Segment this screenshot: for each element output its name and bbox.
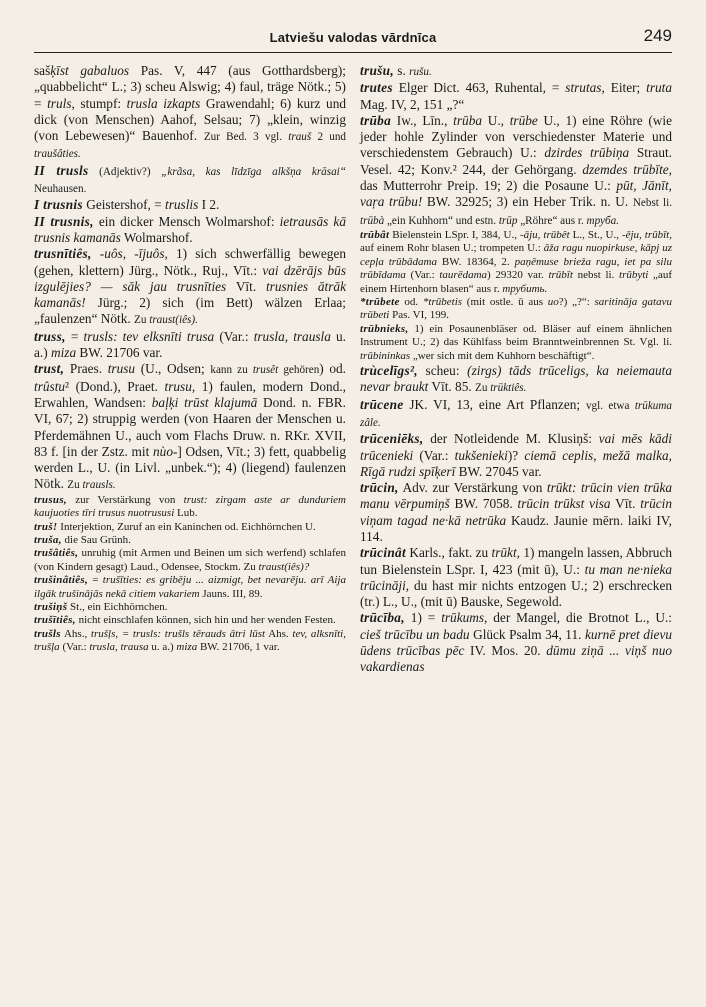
left-column bbox=[34, 63, 346, 676]
entry-text: ] Odsen, Vīt.; 3) fett, quabbelig werden L., U. (in Livl. „unbek.“); 4) (liegend) faulenzen Nötk. bbox=[34, 443, 346, 492]
entry-example: taurēdama bbox=[439, 269, 488, 282]
entry-example: trusla, trausla bbox=[253, 328, 331, 344]
entry-text: (U., Odsen; bbox=[135, 361, 211, 377]
entry-text: U., bbox=[482, 112, 510, 128]
entry-reference: trusêt bbox=[252, 364, 279, 377]
entry-example: trūkt, bbox=[491, 545, 520, 561]
entry-example: dzirdes trūbiņa bbox=[544, 145, 630, 161]
entry-example: trusla izkapts bbox=[126, 95, 201, 111]
entry-text: Geistershof, = bbox=[82, 197, 165, 213]
entry-example: trūkt: trūcin vien trūka manu vērpumiņš bbox=[360, 480, 672, 512]
entry-example: saritināja gatavu trūbeti bbox=[360, 296, 672, 322]
dictionary-entry bbox=[34, 361, 346, 493]
dictionary-entry bbox=[34, 547, 346, 574]
entry-text: Iw., Līn., bbox=[391, 112, 454, 128]
entry-text: I 2. bbox=[198, 197, 220, 213]
entry-text: Bielenstein LSpr. I, 384, U., bbox=[389, 228, 520, 241]
entry-text: Grawendahl; 6) kurz und dick (von Menschen) Aahof, Selsau; 7) „klein, winzig (von Lebewesen)“ Bauenhof. bbox=[34, 95, 346, 144]
entry-reference: traust(iês). bbox=[149, 314, 198, 327]
entry-text: (Var.: bbox=[413, 447, 455, 463]
page-header bbox=[34, 26, 672, 48]
entry-headword: I trusnis bbox=[34, 197, 83, 213]
entry-text: saš bbox=[34, 63, 51, 78]
entry-example: (zirgs) tāds trūceligs, ka neiemauta nevar braukt bbox=[360, 363, 672, 395]
entry-text: u. a.) bbox=[34, 328, 346, 361]
entry-example: trūbininkas bbox=[360, 349, 411, 362]
entry-reference: trūkuma zâle. bbox=[360, 399, 672, 429]
entry-text: BW. 7058. bbox=[449, 496, 518, 512]
entry-example: trūkums, bbox=[441, 610, 488, 626]
dictionary-entry bbox=[360, 610, 672, 675]
entry-headword: trušâtiês, bbox=[34, 547, 79, 560]
entry-text: 1) ein Posaunenbläser od. Bläser auf einem ähnlichen Instrument U.; 2) das Kühlfass beim Branntweinbrennen St. Vgl. li. bbox=[360, 322, 672, 349]
dictionary-entry bbox=[34, 601, 346, 614]
entry-example: trusls: tev elksnīti trusa bbox=[83, 328, 215, 344]
dictionary-entry bbox=[34, 521, 346, 534]
entry-text: Pas. VI, 199. bbox=[389, 309, 450, 322]
entry-example: tev, alksnīti, trušļa bbox=[34, 627, 346, 654]
entry-text: „wer sich mit dem Kuhhorn beschäftigt“. bbox=[410, 349, 595, 362]
entry-headword: trūcība, bbox=[360, 610, 405, 626]
entry-text: 1) mangeln lassen, Abbruch tun Bielenstein LSpr. I, 423 (mit ū), U.: bbox=[360, 545, 672, 577]
entry-text: JK. VI, 13, eine Art Pflanzen; bbox=[403, 396, 586, 412]
dictionary-entry bbox=[360, 545, 672, 610]
entry-note: 2 und bbox=[311, 131, 347, 144]
entry-text: scheu: bbox=[417, 363, 468, 379]
entry-text: U., 1) eine Röhre (wie jeder hohle Zylinder von verschiedenster Materie und verschiedenstem Gebrauch) U.: bbox=[360, 112, 672, 161]
entry-example: trūcin trūkst visa bbox=[517, 496, 611, 512]
entry-text: BW. 32925; 3) ein Heber Trik. n. U. bbox=[422, 194, 633, 210]
entry-text: (Var.: bbox=[405, 269, 440, 282]
entry-text: ) 29320 var. bbox=[487, 269, 549, 282]
entry-text: - bbox=[91, 246, 105, 262]
entry-headword: II trusls bbox=[34, 162, 89, 178]
entry-text: (Var.: bbox=[214, 328, 254, 344]
entry-text: 1) faulen, modern Dond., Erwahlen, Wandsen: bbox=[34, 378, 346, 410]
entry-reference: trūp bbox=[498, 214, 518, 227]
entry-example: kurnē pret dievu ūdens trūcības pēc bbox=[360, 626, 673, 659]
entry-headword: trūceniēks, bbox=[360, 431, 424, 447]
entry-note: Zu bbox=[67, 479, 83, 492]
entry-text: Ahs. bbox=[265, 627, 293, 640]
entry-text: Interjektion, Zuruf an ein Kaninchen od. Eichhörnchen U. bbox=[57, 520, 316, 533]
entry-text: Praes. bbox=[64, 361, 108, 377]
entry-text: zur Verstärkung von bbox=[66, 493, 184, 506]
entry-example: ciemā ceplis, mežā malka, Rīgā rudzi spīķerī bbox=[360, 447, 672, 479]
entry-text: Mag. IV, 2, 151 „?“ bbox=[360, 96, 465, 112]
entry-text: stumpf: bbox=[74, 95, 127, 111]
entry-text: ?) „?“: bbox=[558, 296, 595, 308]
running-title: Latviešu valodas vārdnīca bbox=[269, 30, 437, 45]
entry-example: vai mēs kādi trūcenieki bbox=[360, 431, 672, 463]
entry-example: dūmu ziņā ... viņš nuo vakardienas bbox=[360, 643, 672, 675]
entry-example: tukšenieki bbox=[454, 447, 508, 463]
dictionary-entry bbox=[34, 534, 346, 547]
entry-text: du hast mir nichts entzogen U.; 2) erschrecken (tr.) L., U., (mit ū) Bauske, Segewold. bbox=[360, 577, 672, 610]
dictionary-entry bbox=[360, 397, 672, 432]
entry-example: trusnies ātrāk kamanās! bbox=[34, 278, 346, 311]
entry-reference: „krãsa, kas līdzīga alkšņa krāsai“ bbox=[161, 165, 346, 178]
dictionary-entry bbox=[360, 113, 672, 229]
dictionary-entry bbox=[360, 363, 672, 397]
dictionary-entry bbox=[34, 329, 346, 362]
entry-example: nùo- bbox=[153, 443, 178, 459]
dictionary-entry bbox=[360, 431, 672, 480]
entry-text: Vīt. bbox=[226, 278, 266, 294]
entry-example: trust: zirgam aste ar dunduriem kaujuoties tīri trusus nuotrususi bbox=[34, 493, 347, 520]
entry-example: truls, bbox=[47, 95, 75, 111]
entry-example: trusu bbox=[107, 361, 136, 377]
entry-example: trusla, trausa bbox=[89, 641, 149, 654]
entry-example: ījuôs, bbox=[138, 246, 168, 262]
entry-text: Elger Dict. 463, Ruhental, = bbox=[392, 80, 566, 96]
entry-example: trušīties: es gribēju ... aizmigt, bet nevarēju. arī Aija ilgāk trušinājās nekā citiem vakariem bbox=[34, 574, 346, 600]
entry-example: traust(iês)? bbox=[258, 560, 310, 573]
entry-example: miza bbox=[50, 345, 77, 361]
entry-text: ) od. bbox=[319, 361, 346, 377]
entry-example: truslis bbox=[165, 197, 199, 213]
entry-text: St., ein Eichhörnchen. bbox=[67, 600, 168, 613]
header-rule bbox=[34, 52, 672, 53]
dictionary-entry bbox=[34, 63, 346, 163]
entry-note: vgl. etwa bbox=[585, 399, 635, 412]
entry-text: Adv. zur Verstärkung von bbox=[398, 480, 547, 496]
entry-text: Vīt. bbox=[610, 496, 641, 512]
entry-text: u. a.) bbox=[148, 641, 177, 654]
entry-example: trūba bbox=[453, 112, 482, 128]
entry-text: Straut. Vesel. 42; Konv.² 244, der Gehörgang. bbox=[360, 145, 672, 177]
entry-example: trûstu bbox=[34, 378, 66, 394]
entry-text: das Mutterrohr Preip. 19; 2) die Posaune U.: bbox=[360, 178, 617, 194]
dictionary-entry bbox=[360, 323, 672, 363]
entry-text: IV. Mos. 20. bbox=[464, 643, 547, 659]
entry-text: Jürg.; 2) sich (im Bett) wälzen Erlaa; „faulenzen“ Nötk. bbox=[34, 295, 346, 327]
entry-text: nebst li. bbox=[572, 269, 620, 282]
entry-headword: trušu, bbox=[360, 63, 394, 78]
entry-headword: trutes bbox=[360, 80, 393, 96]
entry-example: trušļs, = trusls: trušls tērauds ātri lūst bbox=[90, 627, 266, 640]
dictionary-entry bbox=[34, 246, 346, 328]
entry-headword: trusus, bbox=[34, 493, 67, 506]
entry-text: auf einem Rohr blasen U.; trompeten U.: bbox=[360, 242, 544, 255]
entry-headword: II trusnis, bbox=[34, 213, 94, 229]
entry-text: )? bbox=[507, 447, 525, 463]
entry-text: (mit ostle. ū aus bbox=[462, 296, 548, 308]
entry-example: āža ragu nuopirkuse, kāpj uz cepļa trūbādama bbox=[360, 242, 672, 268]
entry-example: трубить. bbox=[502, 282, 548, 295]
text-columns bbox=[34, 63, 672, 676]
entry-example: cieš trūcību un badu bbox=[360, 626, 470, 642]
entry-example: -ēju, trūbīt, bbox=[621, 228, 672, 241]
entry-note: (Adjektiv?) bbox=[88, 165, 162, 178]
entry-text: Glück Psalm 34, 11. bbox=[469, 626, 585, 642]
entry-text: der Mangel, die Brotnot L., U.: bbox=[487, 610, 672, 626]
entry-example: ķīst gabaluos bbox=[50, 63, 130, 78]
entry-example: baļķi trūst klajumā bbox=[151, 394, 258, 410]
dictionary-entry bbox=[360, 80, 672, 113]
entry-text: BW. 21706 var. bbox=[76, 345, 163, 361]
entry-headword: trušls bbox=[34, 627, 61, 640]
entry-note: „Röhre“ aus r. bbox=[517, 214, 587, 227]
entry-reference: trūktiês. bbox=[490, 382, 527, 395]
page-number: 249 bbox=[643, 26, 672, 45]
entry-example: trūcin viņam tagad ne·kā netrūka bbox=[360, 496, 672, 528]
entry-text: Wolmarshof. bbox=[120, 229, 193, 245]
dictionary-entry bbox=[360, 63, 672, 80]
entry-note: kann zu bbox=[210, 364, 253, 377]
entry-example: trūbyti bbox=[619, 269, 649, 282]
entry-note: „ein Kuhhorn“ und estn. bbox=[384, 214, 499, 227]
entry-example: -āju, trūbêt bbox=[519, 228, 570, 241]
dictionary-entry bbox=[34, 163, 346, 198]
entry-text: = bbox=[88, 574, 103, 587]
entry-text: ein dicker Mensch Wolmarshof: bbox=[93, 213, 280, 229]
entry-example: trūbīt bbox=[548, 269, 573, 282]
entry-text: unruhig (mit Armen und Beinen um sich werfend) schlafen (von Kindern gesagt) Laud., Odensee, Stockm. Zu bbox=[34, 547, 346, 573]
entry-headword: truš! bbox=[34, 520, 58, 533]
entry-headword: trūcene bbox=[360, 396, 404, 412]
entry-text: - bbox=[126, 246, 139, 262]
entry-text: der Notleidende M. Klusiņš: bbox=[423, 431, 599, 447]
entry-example: *trūbetis bbox=[422, 296, 463, 308]
dictionary-entry bbox=[34, 214, 346, 247]
entry-headword: *trūbete bbox=[360, 296, 400, 308]
entry-headword: trūbât bbox=[360, 228, 390, 241]
right-column bbox=[360, 63, 672, 676]
dictionary-entry bbox=[34, 574, 346, 601]
entry-text: Pas. V, 447 (aus Gotthardsberg); „quabbelicht“ L.; 3) scheu Alswig; 4) faul, träge Nötk.; 5) = bbox=[34, 63, 346, 111]
entry-text: nicht einschlafen können, sich hin und her wenden Festen. bbox=[75, 614, 336, 627]
entry-text: Dond. n. FBR. VI, 67; 2) struppig werden (von Haaren der Menschen u. Pferdemähnen U., auch vom Flachs Druw. n. RKr. XVII, 83 f. [in der Zstz. mit bbox=[34, 394, 346, 459]
dictionary-entry bbox=[34, 494, 346, 521]
entry-headword: truša, bbox=[34, 533, 62, 546]
entry-example: pūt, Jānīt, vaŗa trūbu! bbox=[360, 178, 672, 210]
entry-reference: traušâties. bbox=[34, 148, 81, 161]
entry-text: = bbox=[65, 328, 84, 344]
entry-reference: rušu. bbox=[409, 66, 432, 78]
entry-headword: trūbnieks, bbox=[360, 322, 409, 335]
entry-text: Jauns. III, 89. bbox=[199, 587, 263, 600]
entry-reference: trauš bbox=[288, 131, 312, 144]
entry-text: 1) = bbox=[404, 610, 442, 626]
entry-example: uôs, bbox=[104, 246, 127, 262]
entry-example: paņēmuse brieža ragu, iet pa silu trūbīdama bbox=[360, 255, 672, 282]
dictionary-entry bbox=[34, 197, 346, 213]
dictionary-entry bbox=[360, 229, 672, 296]
entry-note: Zu bbox=[475, 382, 491, 395]
entry-note: gehören bbox=[278, 364, 320, 377]
entry-text: die Sau Grünh. bbox=[61, 533, 131, 546]
entry-text: BW. 18364, 2. bbox=[437, 255, 515, 268]
entry-headword: trusnītiês, bbox=[34, 246, 92, 262]
dictionary-entry bbox=[34, 628, 346, 655]
entry-headword: trùcelīgs², bbox=[360, 363, 418, 379]
entry-reference: труба. bbox=[586, 214, 619, 227]
entry-text: Karls., fakt. zu bbox=[406, 545, 492, 561]
entry-note: Zu bbox=[134, 314, 150, 327]
entry-headword: trūcinât bbox=[360, 545, 406, 561]
entry-note: Zur Bed. 3 vgl. bbox=[203, 131, 289, 144]
entry-example: tu man ne·nieka trūcināji, bbox=[360, 561, 672, 593]
entry-note: Neuhausen. bbox=[34, 183, 87, 196]
entry-example: miza bbox=[176, 641, 198, 654]
entry-headword: trūcin, bbox=[360, 480, 399, 496]
entry-headword: truss, bbox=[34, 328, 66, 344]
entry-headword: trušiņš bbox=[34, 600, 68, 613]
entry-headword: trūba bbox=[360, 112, 392, 128]
entry-note: Nebst li. bbox=[632, 197, 672, 210]
entry-text: Eiter; bbox=[604, 80, 647, 96]
entry-example: ietrausās kā trusnis kamanās bbox=[34, 213, 346, 245]
entry-text: Kaudz. Jaunie mērn. laiki IV, 114. bbox=[360, 512, 672, 544]
entry-text: 1) sich schwerfällig bewegen (gehen, klettern) Jürg., Nötk., Ruj., Vīt.: bbox=[34, 246, 346, 278]
entry-example: trūbe bbox=[509, 112, 538, 128]
entry-headword: trust, bbox=[34, 361, 65, 377]
entry-headword: trušītiês, bbox=[34, 614, 76, 627]
entry-text: Ahs., bbox=[60, 627, 91, 640]
entry-example: truta bbox=[646, 80, 672, 96]
entry-example: trusu, bbox=[164, 378, 196, 394]
entry-text: BW. 27045 var. bbox=[455, 463, 542, 479]
entry-example: dzemdes trūbīte, bbox=[582, 161, 672, 177]
entry-headword: trušinâtiês, bbox=[34, 574, 89, 587]
entry-text: ² (Dond.), Praet. bbox=[65, 378, 165, 394]
entry-reference: trausls. bbox=[82, 479, 116, 492]
entry-text: L., St., U., bbox=[569, 228, 622, 241]
entry-text: s. bbox=[393, 63, 410, 78]
dictionary-entry bbox=[360, 296, 672, 323]
entry-example: vai dzērājs būs izgulējies? — sāk jau trusnīties bbox=[34, 262, 346, 294]
entry-text: (Var.: bbox=[59, 641, 90, 654]
dictionary-entry bbox=[34, 614, 346, 627]
entry-example: uo bbox=[547, 296, 559, 308]
entry-text: Vīt. 85. bbox=[428, 379, 475, 395]
entry-text: Lub. bbox=[174, 507, 198, 520]
entry-text: BW. 21706, 1 var. bbox=[197, 641, 280, 654]
dictionary-entry bbox=[360, 480, 672, 545]
entry-text: „auf einem Hirtenhorn blasen“ aus r. bbox=[360, 269, 672, 295]
entry-text: od. bbox=[399, 296, 423, 308]
entry-example: strutas, bbox=[565, 80, 605, 96]
entry-reference: trūbà bbox=[360, 214, 385, 227]
